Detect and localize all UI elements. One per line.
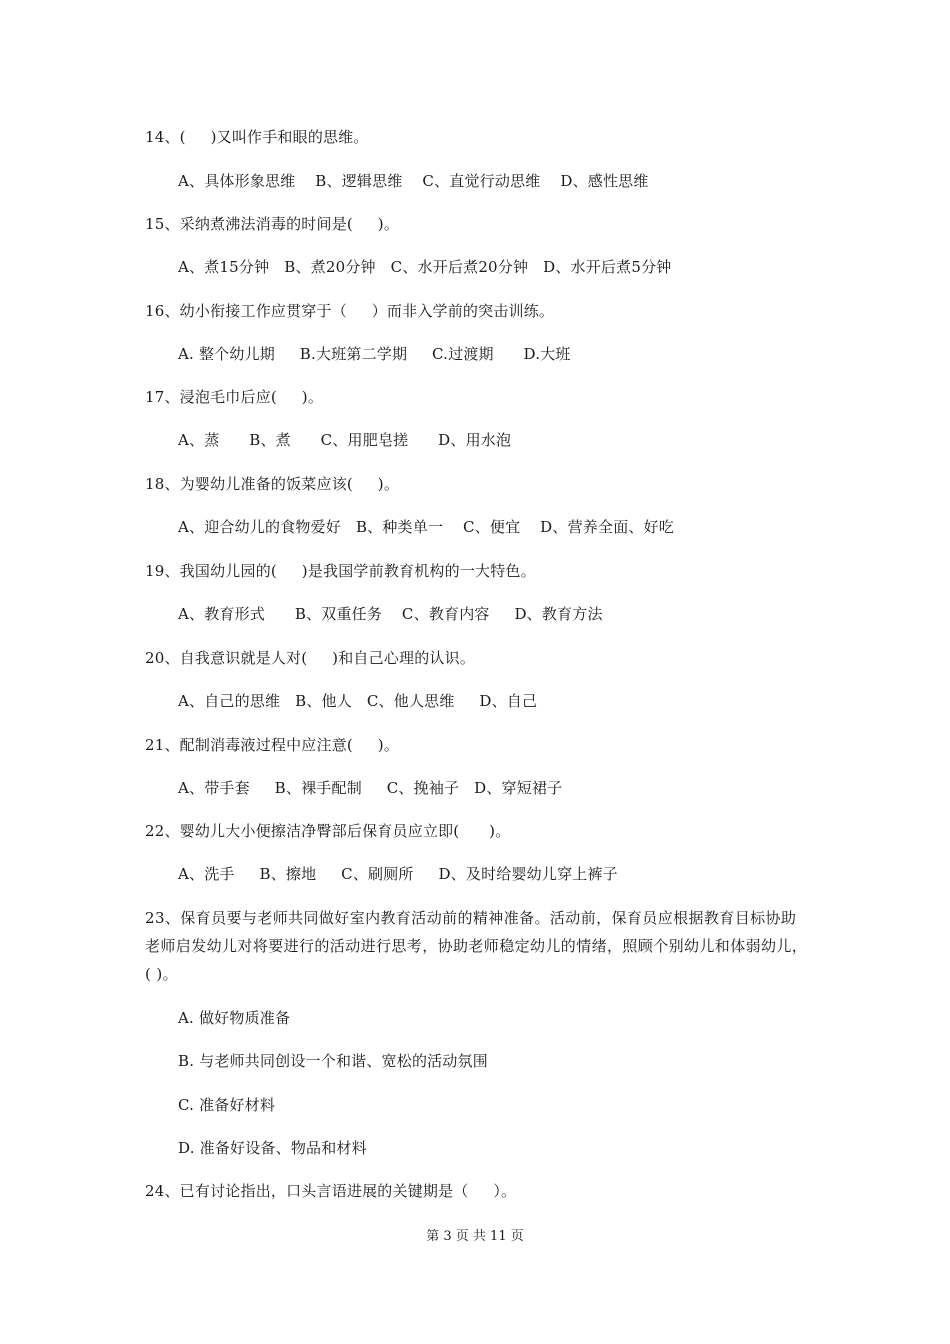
question-14-options: A、具体形象思维 B、逻辑思维 C、直觉行动思维 D、感性思维 — [178, 172, 649, 190]
question-15-stem: 15、采纳煮沸法消毒的时间是( )。 — [145, 215, 400, 233]
question-20-options: A、自己的思维 B、他人 C、他人思维 D、自己 — [178, 692, 538, 710]
question-19-stem: 19、我国幼儿园的( )是我国学前教育机构的一大特色。 — [145, 562, 536, 580]
question-23-option-a: A. 做好物质准备 — [178, 1009, 291, 1027]
question-21-stem: 21、配制消毒液过程中应注意( )。 — [145, 736, 400, 754]
question-14-stem: 14、( )又叫作手和眼的思维。 — [145, 128, 369, 146]
page-number-footer: 第 3 页 共 11 页 — [426, 1229, 524, 1244]
question-20-stem: 20、自我意识就是人对( )和自己心理的认识。 — [145, 649, 476, 667]
question-22-options: A、洗手 B、擦地 C、刷厕所 D、及时给婴幼儿穿上裤子 — [178, 865, 618, 883]
question-18-options: A、迎合幼儿的食物爱好 B、种类单一 C、便宜 D、营养全面、好吃 — [178, 518, 675, 536]
question-23-option-c: C. 准备好材料 — [178, 1096, 276, 1114]
question-17-options: A、蒸 B、煮 C、用肥皂搓 D、用水泡 — [178, 431, 512, 449]
question-24-stem: 24、已有讨论指出，口头言语进展的关键期是（ ）。 — [145, 1182, 517, 1200]
question-16-options: A. 整个幼儿期 B.大班第二学期 C.过渡期 D.大班 — [178, 345, 571, 363]
question-23-stem: 23、保育员要与老师共同做好室内教育活动前的精神准备。活动前，保育员应根据教育目标协助老师启发幼儿对将要进行的活动进行思考，协助老师稳定幼儿的情绪，照顾个别幼儿和体弱幼儿，( )。 — [145, 909, 808, 983]
question-23-option-b: B. 与老师共同创设一个和谐、宽松的活动氛围 — [178, 1052, 488, 1070]
question-21-options: A、带手套 B、裸手配制 C、挽袖子 D、穿短裙子 — [178, 779, 563, 797]
question-19-options: A、教育形式 B、双重任务 C、教育内容 D、教育方法 — [178, 605, 603, 623]
question-23-option-d: D. 准备好设备、物品和材料 — [178, 1139, 367, 1157]
question-16-stem: 16、幼小衔接工作应贯穿于（ ）而非入学前的突击训练。 — [145, 302, 555, 320]
question-17-stem: 17、浸泡毛巾后应( )。 — [145, 388, 324, 406]
question-18-stem: 18、为婴幼儿准备的饭菜应该( )。 — [145, 475, 400, 493]
question-22-stem: 22、婴幼儿大小便擦洁净臀部后保育员应立即( )。 — [145, 822, 511, 840]
question-15-options: A、煮15分钟 B、煮20分钟 C、水开后煮20分钟 D、水开后煮5分钟 — [178, 258, 672, 276]
